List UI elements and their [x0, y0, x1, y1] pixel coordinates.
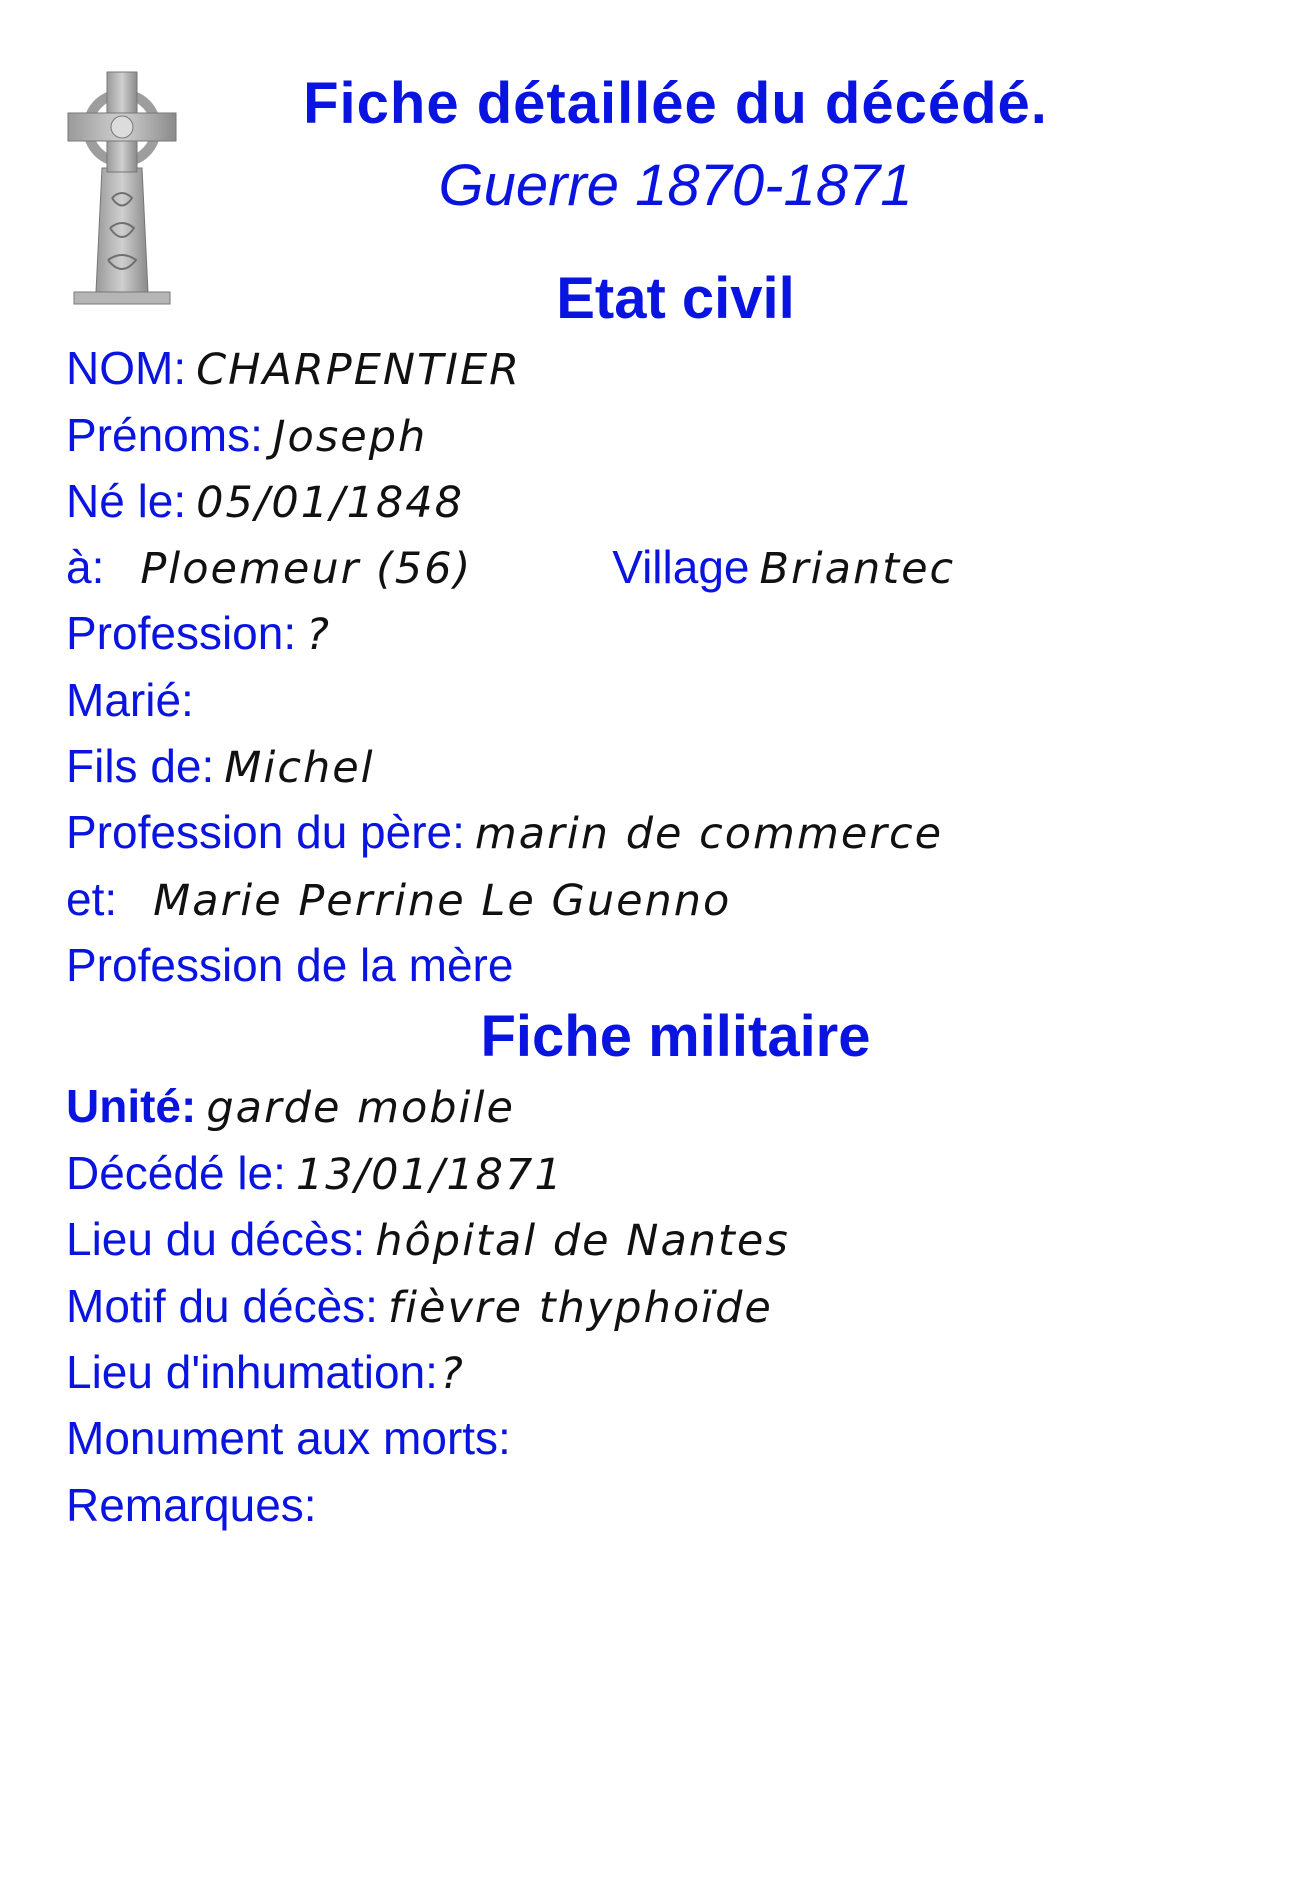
prenoms-label: Prénoms: — [66, 409, 263, 461]
profession-pere-label: Profession du père: — [66, 806, 465, 858]
decede-value: 13/01/1871 — [295, 1150, 564, 1200]
prenoms-value: Joseph — [272, 412, 428, 462]
ne-le-value: 05/01/1848 — [196, 478, 465, 528]
decede-row — [66, 1147, 564, 1200]
prenoms-row — [66, 409, 428, 462]
village-value: Briantec — [759, 544, 956, 594]
profession-pere-value: marin de commerce — [474, 809, 944, 859]
lieu-deces-value: hôpital de Nantes — [375, 1216, 790, 1266]
section-fiche-militaire: Fiche militaire — [480, 1004, 871, 1069]
fils-de-value: Michel — [224, 743, 375, 793]
section-etat-civil: Etat civil — [556, 266, 795, 331]
profession-mere-label: Profession de la mère — [66, 939, 514, 991]
a-value: Ploemeur (56) — [140, 544, 473, 594]
lieu-deces-row — [66, 1213, 790, 1266]
profession-mere-row — [66, 939, 514, 991]
marie-row — [66, 674, 194, 726]
mere-row — [66, 873, 732, 926]
nom-row — [66, 342, 522, 395]
monument-row — [66, 1412, 511, 1464]
lieu-deces-label: Lieu du décès: — [66, 1213, 366, 1265]
war-word: Guerre — [438, 153, 619, 218]
ne-le-label: Né le: — [66, 475, 187, 527]
ne-le-row — [66, 475, 465, 528]
unite-row — [66, 1080, 515, 1133]
decede-label: Décédé le: — [66, 1147, 286, 1199]
inhumation-label: Lieu d'inhumation: — [66, 1346, 438, 1398]
page-title: Fiche détaillée du décédé. — [303, 71, 1048, 136]
nom-value: CHARPENTIER — [196, 345, 522, 395]
village-label: Village — [612, 541, 750, 593]
war-years: 1870-1871 — [635, 153, 913, 218]
a-label: à: — [66, 541, 105, 593]
mere-value: Marie Perrine Le Guenno — [153, 876, 732, 926]
motif-value: fièvre thyphoïde — [387, 1283, 773, 1333]
profession-value: ? — [306, 610, 331, 660]
motif-label: Motif du décès: — [66, 1280, 378, 1332]
fils-de-label: Fils de: — [66, 740, 215, 792]
inhumation-value: ? — [439, 1349, 465, 1399]
monument-label: Monument aux morts: — [66, 1412, 511, 1464]
remarques-label: Remarques: — [66, 1479, 317, 1531]
marie-label: Marié: — [66, 674, 194, 726]
profession-pere-row — [66, 806, 944, 859]
war-subtitle — [0, 152, 1299, 219]
motif-row — [66, 1280, 773, 1333]
remarques-row — [66, 1479, 317, 1531]
et-label: et: — [66, 873, 118, 925]
lieu-naissance-row — [66, 541, 956, 594]
fils-de-row — [66, 740, 375, 793]
inhumation-row — [66, 1346, 465, 1399]
unite-value: garde mobile — [206, 1083, 515, 1133]
nom-label: NOM: — [66, 342, 187, 394]
profession-row — [66, 607, 331, 660]
unite-label: Unité: — [66, 1080, 197, 1132]
profession-label: Profession: — [66, 607, 297, 659]
